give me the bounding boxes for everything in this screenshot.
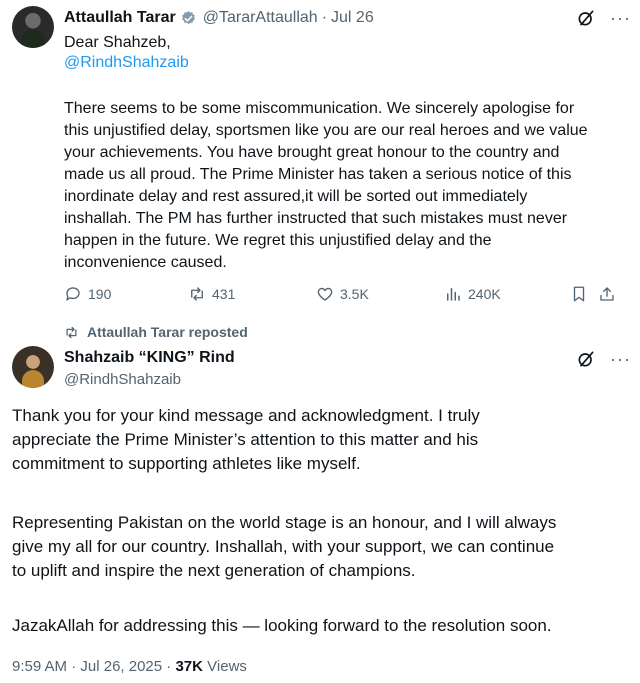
reply-count: 190 — [88, 286, 112, 302]
mention-link[interactable]: @RindhShahzaib — [64, 54, 189, 71]
tweet-top-actions — [576, 349, 631, 369]
author-name[interactable]: Attaullah Tarar — [64, 9, 176, 26]
body-line: Thank you for your kind message and acknowledgment. I truly — [12, 406, 480, 425]
salutation: Dear Shahzeb, — [64, 34, 171, 51]
analytics-icon — [444, 285, 462, 303]
avatar[interactable] — [12, 346, 54, 388]
quoted-tweet — [0, 0, 640, 318]
reply-button[interactable] — [64, 284, 111, 304]
tweet-body — [64, 98, 604, 274]
body-line: commitment to supporting athletes like myself. — [12, 454, 361, 473]
author-handle[interactable]: @TararAttaullah — [202, 9, 318, 26]
heart-icon — [316, 285, 334, 303]
repost-count: 431 — [212, 286, 236, 302]
reply-icon — [64, 285, 82, 303]
repost-icon — [64, 325, 79, 340]
body-line: JazakAllah for addressing this — looking forward to the resolution soon. — [12, 616, 552, 635]
grok-icon[interactable] — [576, 8, 596, 28]
tweet-header — [64, 8, 374, 28]
body-line: this unjustified delay, sportsmen like you are our real heroes and we value — [64, 122, 588, 139]
action-bar — [64, 284, 624, 304]
tweet-top-actions — [576, 8, 631, 28]
share-icon — [598, 285, 616, 303]
separator-dot: · — [71, 658, 81, 675]
body-line: appreciate the Prime Minister’s attention to this matter and his — [12, 430, 479, 449]
bookmark-icon — [570, 285, 588, 303]
repost-label: Attaullah Tarar reposted — [87, 324, 248, 340]
repost-icon — [188, 285, 206, 303]
views-count: 37K — [175, 658, 203, 675]
repost-indicator[interactable] — [64, 324, 248, 340]
more-options-icon[interactable]: ··· — [610, 349, 631, 369]
avatar[interactable] — [12, 6, 54, 48]
body-line: There seems to be some miscommunication. We sincerely apologise for — [64, 100, 575, 117]
tweet-paragraph — [12, 511, 628, 583]
body-line: inconvenience caused. — [64, 254, 227, 271]
body-line: to uplift and inspire the next generation of champions. — [12, 561, 416, 580]
more-options-icon[interactable]: ··· — [610, 8, 631, 28]
bookmark-button[interactable] — [570, 284, 594, 304]
verified-badge-icon — [180, 10, 197, 27]
body-line: Representing Pakistan on the world stage is an honour, and I will always — [12, 513, 557, 532]
author-name[interactable]: Shahzaib “KING” Rind — [64, 349, 235, 366]
like-count: 3.5K — [340, 286, 369, 302]
views-button[interactable] — [444, 284, 501, 304]
tweet-paragraph — [12, 404, 628, 476]
body-line: your achievements. You have brought great honour to the country and — [64, 144, 560, 161]
grok-icon[interactable] — [576, 349, 596, 369]
separator-dot: · — [321, 9, 328, 26]
tweet-paragraph — [12, 614, 628, 638]
separator-dot: · — [166, 658, 176, 675]
body-line: inshallah. The PM has further instructed that such mistakes must never — [64, 210, 568, 227]
body-line: inordinate delay and rest assured,it will be sorted out immediately — [64, 188, 528, 205]
author-handle[interactable]: @RindhShahzaib — [64, 371, 181, 388]
body-line: made us all proud. The Prime Minister has taken a serious notice of this — [64, 166, 572, 183]
tweet-date[interactable]: Jul 26 — [331, 9, 374, 26]
tweet-time[interactable]: 9:59 AM — [12, 658, 68, 675]
repost-button[interactable] — [188, 284, 235, 304]
views-label: Views — [207, 658, 247, 675]
body-line: happen in the future. We regret this unjustified delay and the — [64, 232, 492, 249]
body-line: give my all for our country. Inshallah, with your support, we can continue — [12, 537, 555, 556]
views-count: 240K — [468, 286, 501, 302]
share-button[interactable] — [598, 284, 622, 304]
like-button[interactable] — [316, 284, 369, 304]
tweet-date[interactable]: Jul 26, 2025 — [80, 658, 163, 675]
tweet-metadata — [12, 658, 247, 675]
